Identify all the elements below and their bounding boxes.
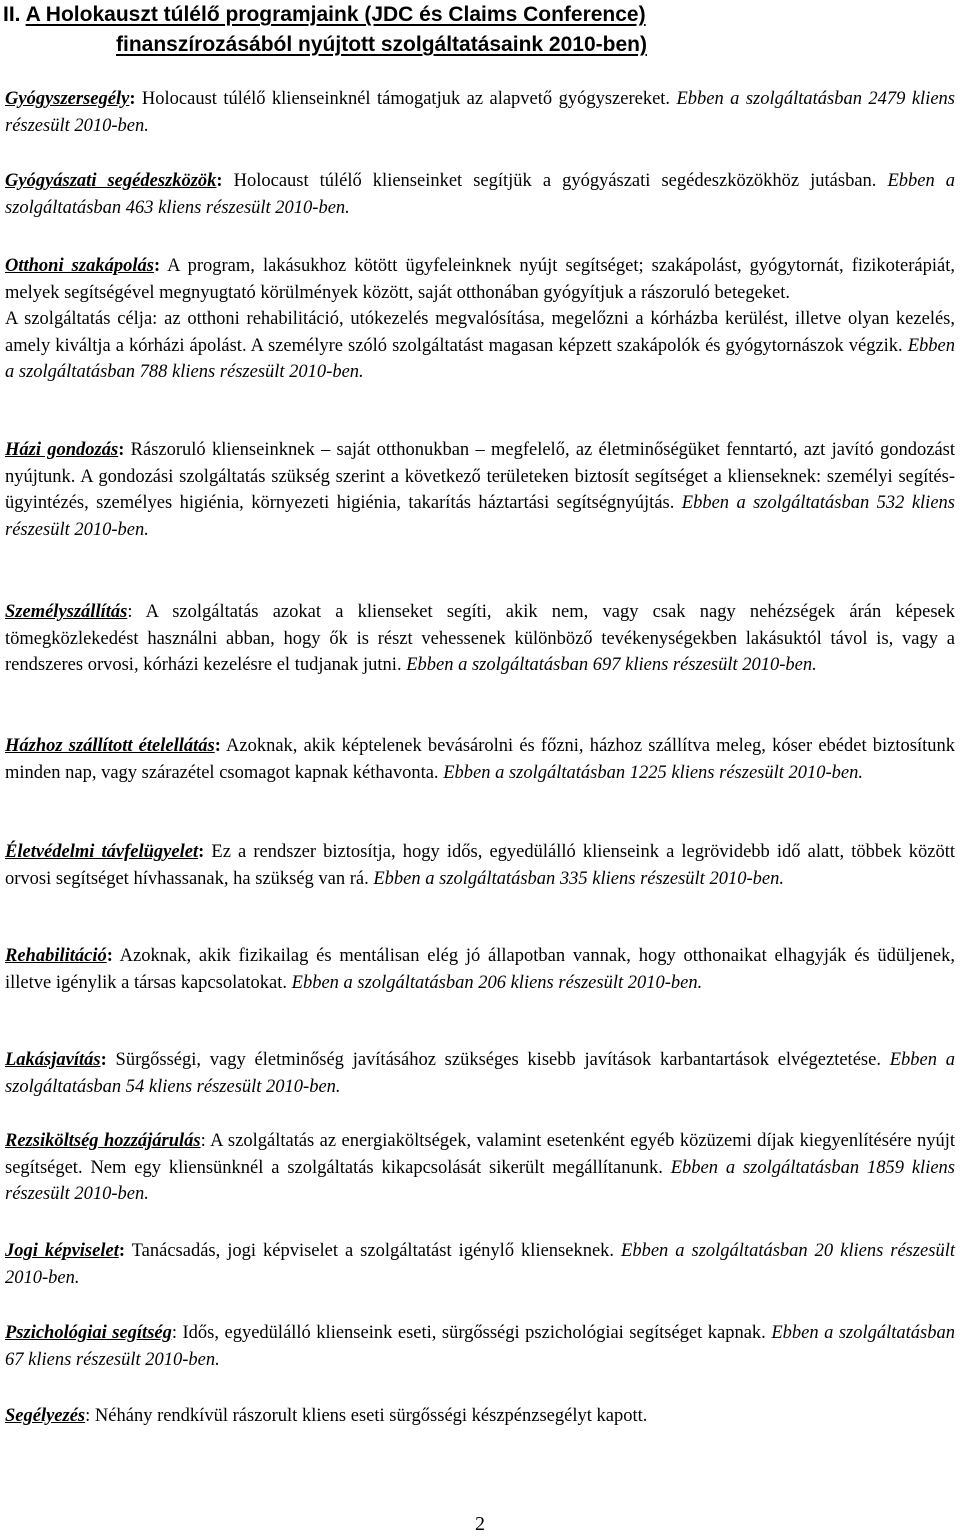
service-description: Azoknak, akik fizikailag és mentálisan elég jó állapotban vannak, hogy otthonaikat elhagyják és üdüljenek, illetve igénylik a társas kapcsolatokat. — [5, 946, 955, 993]
service-stat: Ebben a szolgáltatásban 532 kliens részesült 2010-ben. — [5, 493, 955, 540]
service-stat: Ebben a szolgáltatásban 206 kliens részesült 2010-ben. — [291, 972, 703, 993]
service-stat: Ebben a szolgáltatásban 1225 kliens részesült 2010-ben. — [443, 762, 864, 783]
service-rehabilitacio: Rehabilitáció: Azoknak, akik fizikailag és mentálisan elég jó állapotban vannak, hogy otthonaikat elhagyják és üdüljenek, illetve igénylik a társas kapcsolatokat. Ebben a szolgáltatásban 206 kliens részesült 2010-ben. — [5, 946, 955, 993]
service-term: Rehabilitáció — [5, 946, 107, 966]
service-stat: Ebben a szolgáltatásban 697 kliens részesült 2010-ben. — [406, 655, 817, 675]
service-stat: Ebben a szolgáltatásban 2479 kliens részesült 2010-ben. — [5, 89, 955, 136]
service-stat: Ebben a szolgáltatásban 788 kliens részesült 2010-ben. — [5, 335, 955, 382]
service-term: Gyógyászati segédeszközök — [5, 171, 217, 191]
service-term: Rezsiköltség hozzájárulás — [5, 1131, 201, 1151]
service-description: A szolgáltatás az energiaköltségek, valamint esetenként egyéb közüzemi díjak kiegyenlítésére nyújt segítséget. Nem egy kliensünknél a szolgáltatás kikapcsolását sikerült megállítanunk. — [5, 1131, 956, 1178]
service-term: Házi gondozás — [5, 440, 119, 460]
service-rezsikoltseg-hozzajarulas: Rezsiköltség hozzájárulás: A szolgáltatás az energiaköltségek, valamint esetenként egyéb közüzemi díjak kiegyenlítésére nyújt segítséget. Nem egy kliensünknél a szolgáltatás kikapcsolását sikerült megállítanunk. Ebben a szolgáltatásban 1859 kliens részesült 2010-ben. — [5, 1131, 956, 1204]
service-stat: Ebben a szolgáltatásban 67 kliens részesült 2010-ben. — [5, 1323, 956, 1370]
heading-title-line1: A Holokauszt túlélő programjaink (JDC és Claims Conference) — [25, 3, 646, 26]
service-gyogyaszati-segedeszkozok: Gyógyászati segédeszközök: Holocaust túlélő klienseinket segítjük a gyógyászati segédeszközökhöz jutásban. Ebben a szolgáltatásban 463 kliens részesült 2010-ben. — [5, 171, 955, 218]
service-szemelyszallitas: Személyszállítás: A szolgáltatás azokat a klienseket segíti, akik nem, vagy csak nagy nehézségek árán képesek tömegközlekedést használni abban, hogy ők is részt vehessenek különböző tevékenységekben lakásuktól távol is, vagy a rendszeres orvosi, kórházi kezelésre el tudjanak jutni. Ebben a szolgáltatásban 697 kliens részesült 2010-ben. — [5, 602, 955, 675]
service-description: Tanácsadás, jogi képviselet a szolgáltatást igénylő klienseknek. — [125, 1241, 622, 1261]
service-hazhoz-szallitott-etelellatas: Házhoz szállított ételellátás: Azoknak, akik képtelenek bevásárolni és főzni, házhoz szállítva meleg, kóser ebédet biztosítunk minden nap, vagy szárazétel csomagot kapnak kéthavonta. Ebben a szolgáltatásban 1225 kliens részesült 2010-ben. — [5, 736, 955, 783]
service-term: Lakásjavítás — [5, 1050, 101, 1070]
service-description: Azoknak, akik képtelenek bevásárolni és főzni, házhoz szállítva meleg, kóser ebédet biztosítunk minden nap, vagy szárazétel csomagot kapnak kéthavonta. — [5, 736, 955, 783]
service-description: A szolgáltatás azokat a klienseket segíti, akik nem, vagy csak nagy nehézségek árán képesek tömegközlekedést használni abban, hogy ők is részt vehessenek különböző tevékenységekben lakásuktól távol is, vagy a rendszeres orvosi, kórházi kezelésre el tudjanak jutni. — [5, 602, 955, 675]
heading-title-line2: finanszírozásából nyújtott szolgáltatásaink 2010-ben) — [116, 33, 647, 56]
service-gyogyszersegely: Gyógyszersegély: Holocaust túlélő klienseinknél támogatjuk az alapvető gyógyszereket. Ebben a szolgáltatásban 2479 kliens részesült 2010-ben. — [5, 89, 955, 136]
service-term: Pszichológiai segítség — [5, 1323, 172, 1343]
service-segelyezes: Segélyezés: Néhány rendkívül rászorult kliens eseti sürgősségi készpénzsegélyt kapott. — [5, 1406, 648, 1426]
service-term: Életvédelmi távfelügyelet — [5, 842, 199, 862]
service-description: Holocaust túlélő klienseinket segítjük a gyógyászati segédeszközökhöz jutásban. — [222, 171, 888, 191]
service-lakasjavitas: Lakásjavítás: Sürgősségi, vagy életminőség javításához szükséges kisebb javítások karbantartások elvégeztetése. Ebben a szolgáltatásban 54 kliens részesült 2010-ben. — [5, 1050, 956, 1097]
service-description: Holocaust túlélő klienseinknél támogatjuk az alapvető gyógyszereket. — [135, 89, 677, 109]
service-otthoni-szakapolas: Otthoni szakápolás: A program, lakásukhoz kötött ügyfeleinknek nyújt segítséget; szakápolást, gyógytornát, fizikoterápiát, melyek segítségével megnyugtató körülmények között, saját otthonában gyógyítjuk a rászoruló betegeket. A szolgáltatás célja: az otthoni rehabilitáció, utókezelés megvalósítása, megelőzni a kórházba kerülést, illetve olyan kezelés, amely kiváltja a kórházi ápolást. A személyre szóló szolgáltatást magasan képzett szakápolók és gyógytornászok végzik. Ebben a szolgáltatásban 788 kliens részesült 2010-ben. — [5, 256, 955, 382]
service-term: Gyógyszersegély — [5, 89, 130, 109]
service-jogi-kepviselet: Jogi képviselet: Tanácsadás, jogi képviselet a szolgáltatást igénylő klienseknek. Ebben a szolgáltatásban 20 kliens részesült 2010-ben. — [5, 1241, 956, 1288]
service-description: Sürgősségi, vagy életminőség javításához szükséges kisebb javítások karbantartások elvégeztetése. — [106, 1050, 890, 1070]
service-description: Ez a rendszer biztosítja, hogy idős, egyedülálló klienseink a legrövidebb idő alatt, többek között orvosi segítséget hívhassanak, ha szükség van rá. — [5, 842, 956, 889]
service-term: Otthoni szakápolás — [5, 256, 154, 276]
service-stat: Ebben a szolgáltatásban 463 kliens részesült 2010-ben. — [5, 171, 955, 218]
service-description-2: A szolgáltatás célja: az otthoni rehabilitáció, utókezelés megvalósítása, megelőzni a kórházba kerülést, illetve olyan kezelés, amely kiváltja a kórházi ápolást. A személyre szóló szolgáltatást magasan képzett szakápolók és gyógytornászok végzik. — [5, 309, 955, 356]
service-stat: Ebben a szolgáltatásban 335 kliens részesült 2010-ben. — [373, 868, 784, 889]
page-number: 2 — [475, 1513, 485, 1535]
service-description: Néhány rendkívül rászorult kliens eseti sürgősségi készpénzsegélyt kapott. — [90, 1406, 648, 1426]
service-stat: Ebben a szolgáltatásban 20 kliens részesült 2010-ben. — [5, 1241, 956, 1288]
service-term: Segélyezés — [5, 1406, 86, 1426]
service-term: Jogi képviselet — [5, 1241, 119, 1261]
service-stat: Ebben a szolgáltatásban 54 kliens részesült 2010-ben. — [5, 1050, 956, 1097]
service-description: Rászoruló klienseinknek – saját otthonukban – megfelelő, az életminőségüket fenntartó, azt javító gondozást nyújtunk. A gondozási szolgáltatás szükség szerint a következő területeken biztosít segítséget a klienseknek: személyi segítés-ügyintézés, személyes higiénia, környezeti higiénia, takarítás háztartási segítségnyújtás. — [5, 440, 956, 513]
service-term: Személyszállítás — [5, 602, 128, 622]
service-eletvedelmi-tavfelugyelet: Életvédelmi távfelügyelet: Ez a rendszer biztosítja, hogy idős, egyedülálló klienseink a legrövidebb idő alatt, többek között orvosi segítséget hívhassanak, ha szükség van rá. Ebben a szolgáltatásban 335 kliens részesült 2010-ben. — [5, 842, 956, 889]
service-pszichologiai-segitseg: Pszichológiai segítség: Idős, egyedülálló klienseink eseti, sürgősségi pszichológiai segítséget kapnak. Ebben a szolgáltatásban 67 kliens részesült 2010-ben. — [5, 1323, 956, 1370]
section-heading — [0, 0, 960, 60]
heading-number: II. — [3, 3, 21, 26]
service-description: Idős, egyedülálló klienseink eseti, sürgősségi pszichológiai segítséget kapnak. — [177, 1323, 772, 1343]
service-stat: Ebben a szolgáltatásban 1859 kliens részesült 2010-ben. — [5, 1157, 956, 1204]
service-term: Házhoz szállított ételellátás — [5, 736, 215, 756]
service-hazi-gondozas: Házi gondozás: Rászoruló klienseinknek – saját otthonukban – megfelelő, az életminőségüket fenntartó, azt javító gondozást nyújtunk. A gondozási szolgáltatás szükség szerint a következő területeken biztosít segítséget a klienseknek: személyi segítés-ügyintézés, személyes higiénia, környezeti higiénia, takarítás háztartási segítségnyújtás. Ebben a szolgáltatásban 532 kliens részesült 2010-ben. — [5, 440, 956, 540]
service-description: A program, lakásukhoz kötött ügyfeleinknek nyújt segítséget; szakápolást, gyógytornát, fizikoterápiát, melyek segítségével megnyugtató körülmények között, saját otthonában gyógyítjuk a rászoruló betegeket. — [5, 256, 955, 303]
